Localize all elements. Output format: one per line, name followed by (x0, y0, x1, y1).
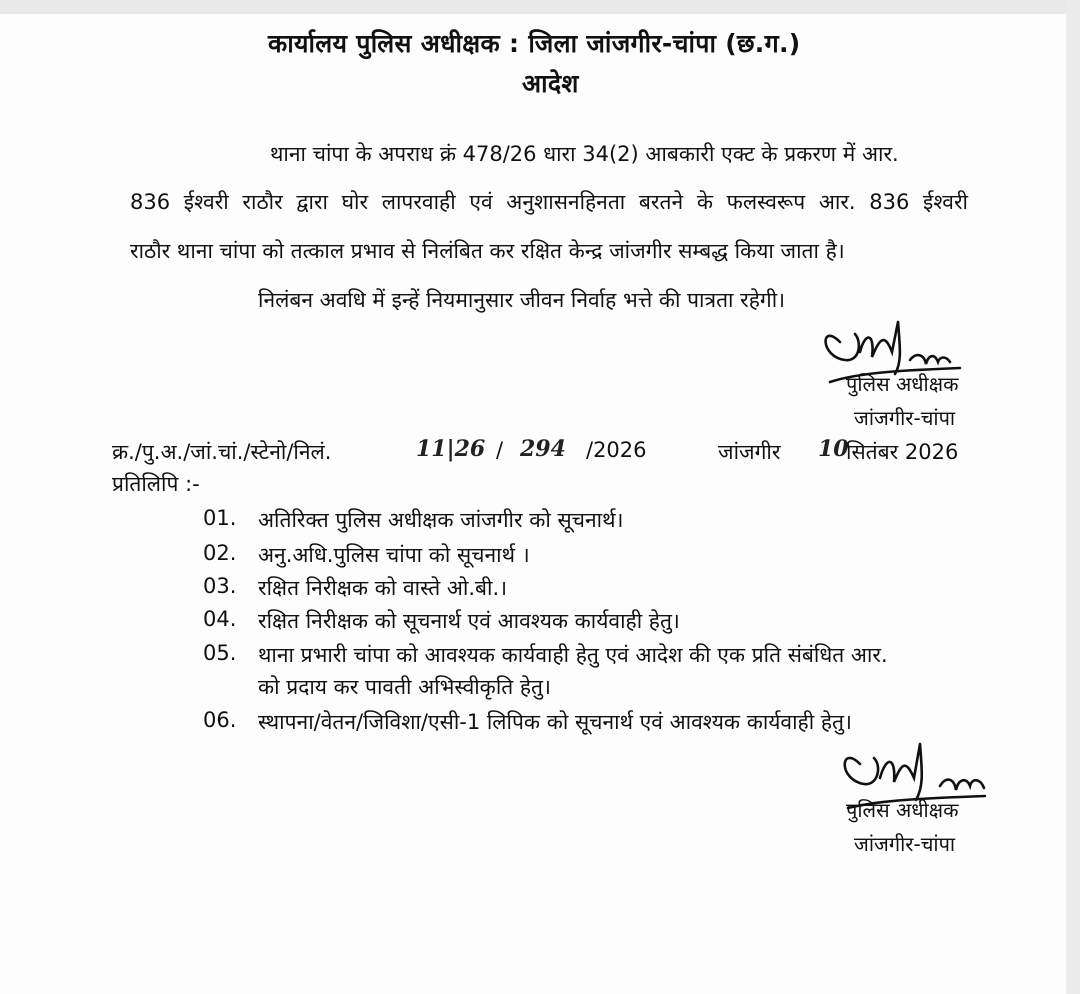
reference-separator: / (496, 438, 504, 462)
list-item-number: 02. (203, 541, 237, 565)
reference-number-handwritten: 11|26 (416, 436, 486, 462)
list-item-number: 01. (203, 506, 237, 530)
list-item-number: 06. (203, 708, 237, 732)
list-item-text: थाना प्रभारी चांपा को आवश्यक कार्यवाही हेतु एवं आदेश की एक प्रति संबंधित आर. (258, 643, 888, 667)
reference-date: सितंबर 2026 (846, 440, 959, 464)
signature1-location: जांजगीर-चांपा (854, 406, 956, 430)
page-top-border (0, 0, 1080, 14)
signature2-designation: पुलिस अधीक्षक (846, 798, 959, 822)
para1-line1: थाना चांपा के अपराध क्रं 478/26 धारा 34(2) आबकारी एक्ट के प्रकरण में आर. (270, 142, 899, 166)
copy-to-label: प्रतिलिपि :- (112, 472, 200, 496)
reference-place: जांजगीर (718, 440, 781, 464)
para2: निलंबन अवधि में इन्हें नियमानुसार जीवन निर्वाह भत्ते की पात्रता रहेगी। (258, 288, 786, 312)
list-item-text: रक्षित निरीक्षक को सूचनार्थ एवं आवश्यक कार्यवाही हेतु। (258, 609, 680, 633)
signature2-location: जांजगीर-चांपा (854, 832, 956, 856)
list-item-text: अनु.अधि.पुलिस चांपा को सूचनार्थ । (258, 543, 530, 567)
reference-year: /2026 (586, 438, 647, 462)
list-item-text-continued: को प्रदाय कर पावती अभिस्वीकृति हेतु। (258, 675, 551, 699)
reference-serial-handwritten: 294 (520, 436, 566, 462)
list-item-number: 04. (203, 607, 237, 631)
list-item-text: रक्षित निरीक्षक को वास्ते ओ.बी.। (258, 576, 508, 600)
office-title: कार्यालय पुलिस अधीक्षक : जिला जांजगीर-चांपा (छ.ग.) (268, 29, 801, 58)
list-item-number: 03. (203, 574, 237, 598)
order-heading: आदेश (522, 69, 579, 98)
reference-prefix: क्र./पु.अ./जां.चां./स्टेनो/निलं. (112, 440, 332, 464)
reference-day-handwritten: 10 (818, 436, 849, 462)
list-item-text: स्थापना/वेतन/जिविशा/एसी-1 लिपिक को सूचनार्थ एवं आवश्यक कार्यवाही हेतु। (258, 710, 852, 734)
para1-line2: 836 ईश्वरी राठौर द्वारा घोर लापरवाही एवं अनुशासनहिनता बरतने के फलस्वरूप आर. 836 ईश्वरी (130, 190, 968, 214)
page-right-border (1066, 0, 1080, 994)
list-item-number: 05. (203, 641, 237, 665)
list-item-text: अतिरिक्त पुलिस अधीक्षक जांजगीर को सूचनार्थ। (258, 508, 624, 532)
para1-line3: राठौर थाना चांपा को तत्काल प्रभाव से निलंबित कर रक्षित केन्द्र जांजगीर सम्बद्ध किया जाता है। (130, 239, 845, 263)
signature1-designation: पुलिस अधीक्षक (846, 372, 959, 396)
